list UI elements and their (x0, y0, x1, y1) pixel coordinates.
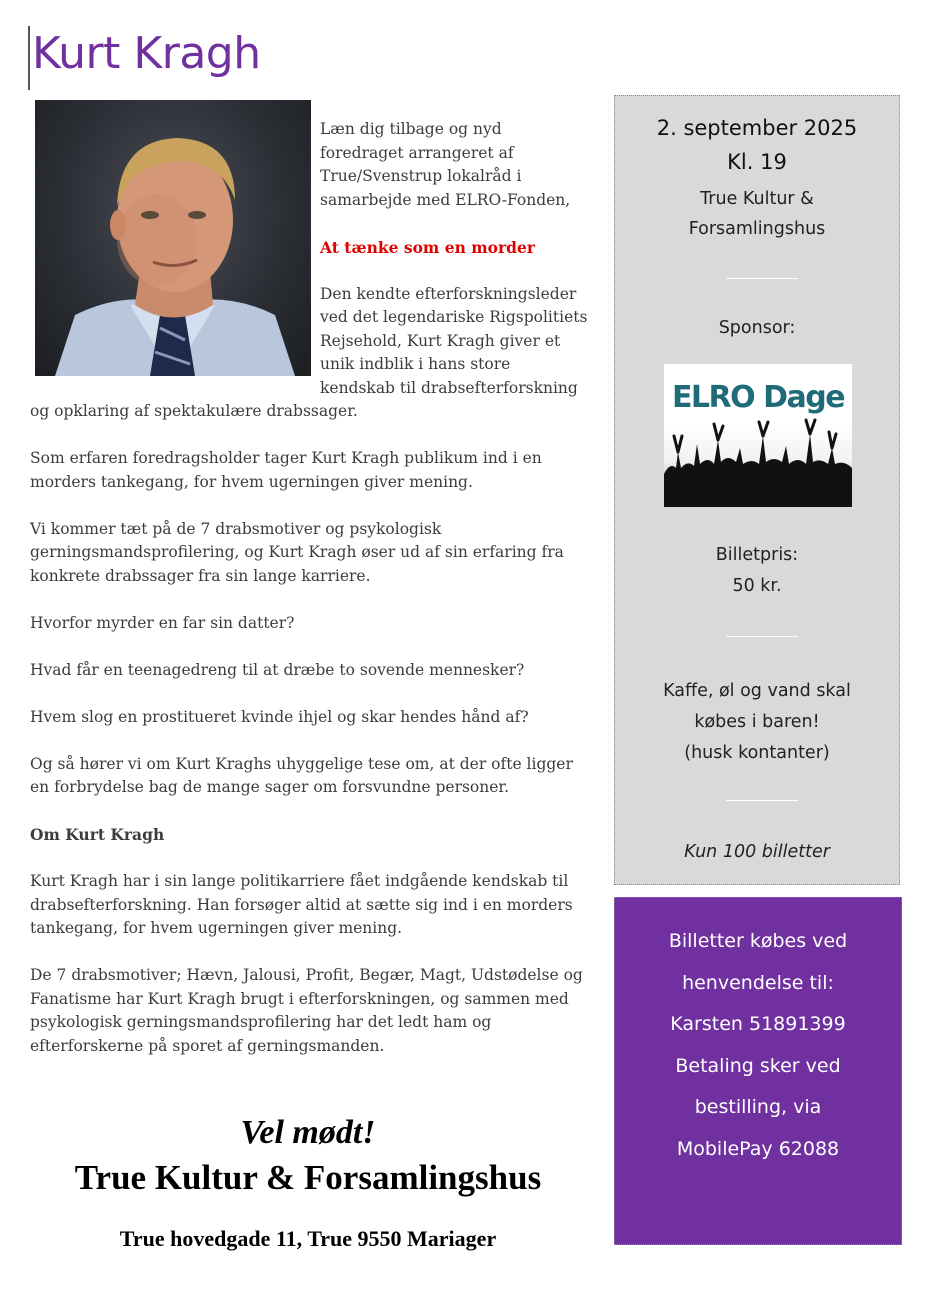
divider (726, 636, 798, 637)
event-date: 2. september 2025 (656, 116, 858, 140)
talk-title: At tænke som en morder (320, 237, 536, 257)
sponsor-label: Sponsor: (718, 318, 796, 338)
sponsor-logo-text: ELRO Dage (671, 380, 845, 415)
event-info-sidebar (614, 95, 900, 885)
photo-float-spacer (30, 118, 320, 380)
body-paragraph: Vi kommer tæt på de 7 drabsmotiver og psykologisk gerningsmandsprofilering, og Kurt Kragh øser ud af sin erfaring fra konkrete drabssager fra sin lange karriere. (30, 519, 564, 585)
question-paragraph: Hvem slog en prostitueret kvinde ihjel og skar hendes hånd af? (30, 707, 529, 726)
divider (726, 278, 798, 279)
cafe-line: købes i baren! (694, 712, 820, 732)
event-place-line: True Kultur & (700, 189, 814, 209)
purchase-line: henvendelse til: (682, 971, 834, 994)
about-paragraph: De 7 drabsmotiver; Hævn, Jalousi, Profit, Begær, Magt, Udstødelse og Fanatisme har Kurt Kragh brugt i efterforskningen, og sammen med psykologisk gerningsmandsprofilering har det ledt ham og efterforskerne på sporet af gerningsmanden. (30, 966, 583, 1055)
purchase-line: bestilling, via (694, 1096, 822, 1118)
closing-address: True hovedgade 11, True 9550 Mariager (119, 1226, 497, 1251)
purchase-mobilepay: MobilePay 62088 (676, 1137, 840, 1160)
question-paragraph: Hvorfor myrder en far sin datter? (30, 613, 295, 632)
article-body (30, 118, 590, 1082)
ticket-limit: Kun 100 billetter (684, 842, 830, 862)
price-label: Billetpris: (715, 545, 799, 565)
title-cursor-bar (28, 26, 30, 90)
purchase-line: Betaling sker ved (675, 1054, 841, 1077)
body-paragraph: Som erfaren foredragsholder tager Kurt Kragh publikum ind i en morders tankegang, for hvem ugerningen giver mening. (30, 449, 542, 491)
event-place (615, 184, 899, 244)
body-paragraph: Og så hører vi om Kurt Kraghs uhyggelige tese om, at der ofte ligger en forbrydelse bag de mange sager om forsvundne personer. (30, 754, 573, 796)
closing-venue: True Kultur & Forsamlingshus (74, 1158, 542, 1197)
cafe-line: (husk kontanter) (684, 743, 830, 763)
sponsor-logo (664, 364, 852, 507)
about-heading: Om Kurt Kragh (30, 825, 165, 844)
about-paragraph: Kurt Kragh har i sin lange politikarriere fået indgående kendskab til drabsefterforskning. Han forsøger altid at sætte sig ind i en morders tankegang, for hvem ugerningen giver mening. (30, 872, 573, 937)
purchase-line: Billetter købes ved (668, 930, 848, 952)
event-place-line: Forsamlingshus (688, 219, 826, 239)
closing-greeting: Vel mødt! (240, 1114, 376, 1151)
event-time: Kl. 19 (727, 150, 787, 174)
ticket-purchase-box (614, 897, 902, 1245)
crowd-silhouette-icon (664, 364, 852, 507)
ticket-price: 50 kr. (732, 576, 782, 596)
divider (726, 800, 798, 801)
intro-paragraph: Læn dig tilbage og nyd foredraget arrangeret af True/Svenstrup lokalråd i samarbejde med ELRO-Fonden, (320, 120, 571, 209)
cafe-info (615, 676, 899, 769)
question-paragraph: Hvad får en teenagedreng til at dræbe to sovende mennesker? (30, 660, 525, 679)
purchase-contact: Karsten 51891399 (670, 1013, 846, 1035)
body-paragraph: Den kendte efterforskningsleder ved det legendariske Rigspolitiets Rejsehold, Kurt Kragh giver et unik indblik i hans store kendskab til drabsefterforskning og opklaring af spektakulære drabssager. (30, 284, 588, 420)
page-title: Kurt Kragh (32, 28, 261, 79)
cafe-line: Kaffe, øl og vand skal (663, 681, 851, 701)
